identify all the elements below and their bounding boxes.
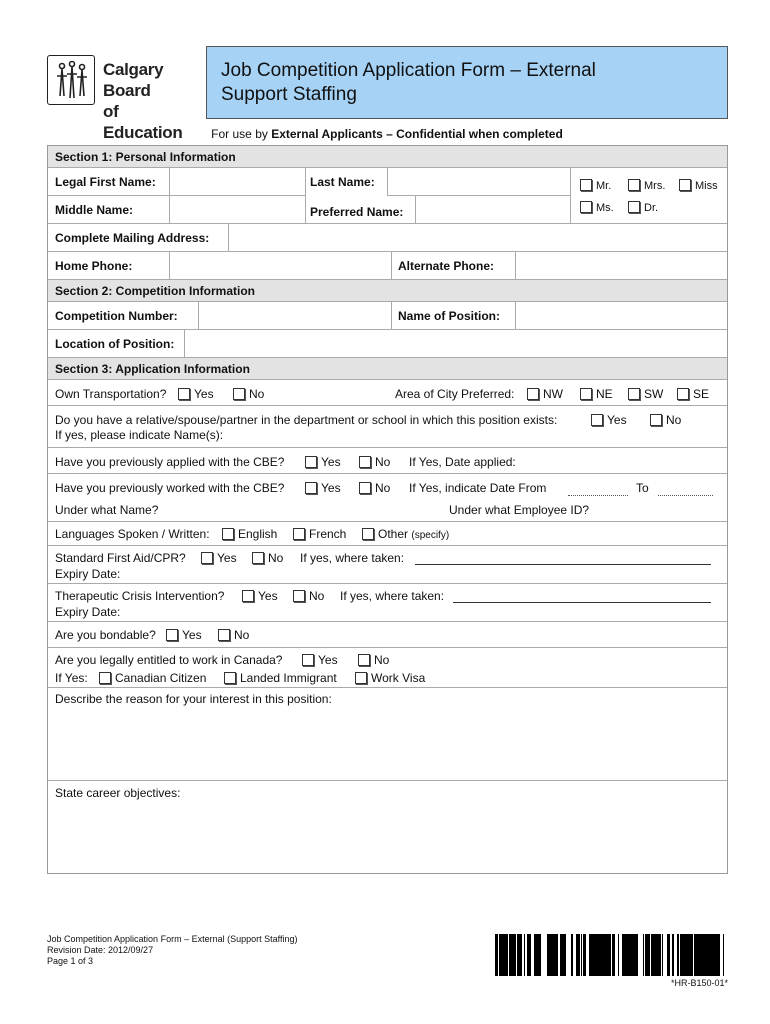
logo-figures-icon	[47, 55, 95, 105]
form-subtitle	[47, 127, 727, 141]
no-label: No	[234, 628, 250, 642]
relative-row	[48, 406, 727, 448]
checkbox-icon	[252, 552, 264, 564]
footer-revision-date: Revision Date: 2012/09/27	[47, 945, 154, 955]
first-aid-where-label: If yes, where taken:	[300, 551, 405, 565]
section1-title: Section 1: Personal Information	[55, 150, 236, 164]
title-ms[interactable]	[580, 201, 614, 214]
middle-name-field[interactable]	[169, 196, 305, 224]
name-rows	[48, 168, 727, 224]
own-transport-label: Own Transportation?	[55, 387, 167, 401]
crisis-label: Therapeutic Crisis Intervention?	[55, 589, 225, 603]
crisis-yes[interactable]	[242, 589, 278, 603]
relative-yes[interactable]	[591, 413, 627, 427]
org-name-line1: Calgary Board	[103, 60, 164, 100]
transport-row	[48, 380, 727, 406]
english-label: English	[238, 527, 278, 541]
visa-label: Work Visa	[371, 671, 426, 685]
yes-label: Yes	[182, 628, 202, 642]
yes-label: Yes	[217, 551, 237, 565]
location-label: Location of Position:	[55, 337, 175, 351]
checkbox-icon	[201, 552, 213, 564]
specify-label: (specify)	[411, 530, 450, 541]
career-row[interactable]	[48, 781, 727, 873]
status-landed[interactable]	[224, 671, 337, 685]
title-ms-label: Ms.	[596, 202, 614, 214]
worked-question: Have you previously worked with the CBE?	[55, 481, 285, 495]
yes-label: Yes	[258, 589, 278, 603]
mailing-address-label: Complete Mailing Address:	[55, 231, 210, 245]
position-name-field[interactable]	[515, 302, 727, 329]
first-aid-where-field[interactable]	[415, 564, 711, 565]
applied-question: Have you previously applied with the CBE?	[55, 455, 285, 469]
competition-number-label: Competition Number:	[55, 309, 178, 323]
entitled-row	[48, 648, 727, 688]
applied-yes[interactable]	[305, 455, 341, 469]
legal-first-name-field[interactable]	[169, 168, 305, 196]
crisis-no[interactable]	[293, 589, 324, 603]
relative-names-label: If yes, please indicate Name(s):	[55, 428, 224, 442]
position-name-label: Name of Position:	[398, 309, 501, 323]
checkbox-icon	[359, 456, 371, 468]
area-sw[interactable]	[628, 387, 663, 401]
footer	[47, 934, 297, 967]
application-form	[47, 145, 728, 874]
area-sw-label: SW	[644, 387, 664, 401]
subtitle-bold: External Applicants – Confidential when completed	[271, 127, 563, 141]
checkbox-icon	[580, 388, 592, 400]
form-title	[206, 46, 728, 119]
status-canadian[interactable]	[99, 671, 206, 685]
no-label: No	[268, 551, 284, 565]
yes-label: Yes	[194, 387, 214, 401]
worked-row	[48, 474, 727, 522]
transport-yes[interactable]	[178, 387, 214, 401]
barcode-text: *HR-B150-01*	[670, 978, 728, 988]
home-phone-label: Home Phone:	[55, 259, 133, 273]
no-label: No	[374, 653, 390, 667]
reason-label: Describe the reason for your interest in this position:	[55, 692, 332, 706]
lang-english[interactable]	[222, 527, 277, 541]
last-name-label: Last Name:	[310, 175, 375, 189]
no-label: No	[666, 413, 682, 427]
subtitle-prefix: For use by	[211, 127, 272, 141]
languages-label: Languages Spoken / Written:	[55, 527, 210, 541]
relative-question: Do you have a relative/spouse/partner in the department or school in which this position exists:	[55, 413, 558, 427]
yes-label: Yes	[607, 413, 627, 427]
checkbox-icon	[293, 528, 305, 540]
no-label: No	[309, 589, 325, 603]
last-name-field[interactable]	[387, 168, 570, 196]
checkbox-icon	[218, 629, 230, 641]
crisis-where-field[interactable]	[453, 602, 711, 603]
under-name-label: Under what Name?	[55, 503, 159, 517]
title-mrs[interactable]	[628, 179, 665, 192]
competition-number-field[interactable]	[198, 302, 391, 329]
mailing-address-row	[48, 224, 727, 252]
form-title-line2: Support Staffing	[221, 84, 357, 105]
crisis-where-label: If yes, where taken:	[340, 589, 445, 603]
footer-form-name: Job Competition Application Form – External (Support Staffing)	[47, 934, 298, 944]
checkbox-icon	[677, 388, 689, 400]
yes-label: Yes	[321, 481, 341, 495]
title-dr[interactable]	[628, 201, 658, 214]
cbe-logo	[47, 55, 197, 142]
checkbox-icon	[293, 590, 305, 602]
checkbox-icon	[166, 629, 178, 641]
career-label: State career objectives:	[55, 786, 181, 800]
first-aid-row	[48, 546, 727, 584]
bondable-yes[interactable]	[166, 628, 202, 642]
no-label: No	[375, 455, 391, 469]
relative-no[interactable]	[650, 413, 681, 427]
alternate-phone-field[interactable]	[515, 252, 727, 279]
checkbox-icon	[222, 528, 234, 540]
checkbox-icon	[580, 179, 592, 191]
location-row	[48, 330, 727, 358]
other-label: Other	[378, 527, 409, 541]
entitled-label: Are you legally entitled to work in Canada?	[55, 653, 283, 667]
checkbox-icon	[355, 672, 367, 684]
landed-label: Landed Immigrant	[240, 671, 337, 685]
lang-french[interactable]	[293, 527, 346, 541]
checkbox-icon	[233, 388, 245, 400]
bondable-row	[48, 622, 727, 648]
crisis-expiry-label: Expiry Date:	[55, 605, 121, 619]
section3-heading	[48, 358, 727, 380]
checkbox-icon	[359, 482, 371, 494]
checkbox-icon	[628, 388, 640, 400]
area-se[interactable]	[677, 387, 709, 401]
title-dr-label: Dr.	[644, 202, 659, 214]
french-label: French	[309, 527, 347, 541]
first-aid-no[interactable]	[252, 551, 283, 565]
org-name-line2: of Education	[103, 102, 183, 142]
section3-title: Section 3: Application Information	[55, 362, 250, 376]
crisis-row	[48, 584, 727, 622]
under-id-label: Under what Employee ID?	[449, 503, 590, 517]
yes-label: Yes	[318, 653, 338, 667]
competition-row	[48, 302, 727, 330]
first-aid-label: Standard First Aid/CPR?	[55, 551, 186, 565]
checkbox-icon	[650, 414, 662, 426]
no-label: No	[249, 387, 265, 401]
title-miss[interactable]	[679, 179, 718, 192]
status-visa[interactable]	[355, 671, 425, 685]
checkbox-icon	[99, 672, 111, 684]
area-nw-label: NW	[543, 387, 563, 401]
checkbox-icon	[591, 414, 603, 426]
section1-heading	[48, 146, 727, 168]
footer-page-number: Page 1 of 3	[47, 956, 94, 966]
title-mrs-label: Mrs.	[644, 180, 666, 192]
checkbox-icon	[178, 388, 190, 400]
home-phone-field[interactable]	[169, 252, 391, 279]
date-to-field[interactable]	[658, 495, 713, 496]
bondable-label: Are you bondable?	[55, 628, 156, 642]
checkbox-icon	[242, 590, 254, 602]
first-aid-yes[interactable]	[201, 551, 237, 565]
mailing-address-field[interactable]	[228, 224, 727, 251]
section2-title: Section 2: Competition Information	[55, 284, 255, 298]
form-title-line1: Job Competition Application Form – External	[221, 60, 596, 81]
checkbox-icon	[358, 654, 370, 666]
date-from-field[interactable]	[568, 495, 628, 496]
phone-row	[48, 252, 727, 280]
entitled-if-yes-label: If Yes:	[55, 671, 88, 685]
barcode-icon	[495, 934, 728, 976]
applied-row	[48, 448, 727, 474]
date-to-label: To	[636, 481, 649, 495]
applied-no[interactable]	[359, 455, 390, 469]
canadian-label: Canadian Citizen	[115, 671, 207, 685]
transport-no[interactable]	[233, 387, 264, 401]
location-field[interactable]	[184, 330, 727, 357]
checkbox-icon	[527, 388, 539, 400]
no-label: No	[375, 481, 391, 495]
preferred-name-field[interactable]	[415, 196, 570, 224]
alternate-phone-label: Alternate Phone:	[398, 259, 495, 273]
checkbox-icon	[580, 201, 592, 213]
checkbox-icon	[628, 179, 640, 191]
title-miss-label: Miss	[695, 180, 718, 192]
area-ne[interactable]	[580, 387, 613, 401]
title-mr-label: Mr.	[596, 180, 612, 192]
section2-heading	[48, 280, 727, 302]
first-aid-expiry-label: Expiry Date:	[55, 567, 121, 581]
checkbox-icon	[302, 654, 314, 666]
checkbox-icon	[305, 482, 317, 494]
languages-row	[48, 522, 727, 546]
area-nw[interactable]	[527, 387, 563, 401]
worked-yes[interactable]	[305, 481, 341, 495]
lang-other[interactable]	[362, 527, 449, 541]
area-city-label: Area of City Preferred:	[395, 387, 515, 401]
entitled-no[interactable]	[358, 653, 389, 667]
preferred-name-label: Preferred Name:	[310, 205, 404, 219]
area-se-label: SE	[693, 387, 710, 401]
reason-row[interactable]	[48, 688, 727, 781]
yes-label: Yes	[321, 455, 341, 469]
date-applied-label: If Yes, Date applied:	[409, 455, 516, 469]
middle-name-label: Middle Name:	[55, 203, 134, 217]
bondable-no[interactable]	[218, 628, 249, 642]
title-mr[interactable]	[580, 179, 611, 192]
checkbox-icon	[628, 201, 640, 213]
entitled-yes[interactable]	[302, 653, 338, 667]
checkbox-icon	[224, 672, 236, 684]
date-from-label: If Yes, indicate Date From	[409, 481, 547, 495]
checkbox-icon	[679, 179, 691, 191]
worked-no[interactable]	[359, 481, 390, 495]
area-ne-label: NE	[596, 387, 613, 401]
checkbox-icon	[362, 528, 374, 540]
checkbox-icon	[305, 456, 317, 468]
legal-first-name-label: Legal First Name:	[55, 175, 156, 189]
